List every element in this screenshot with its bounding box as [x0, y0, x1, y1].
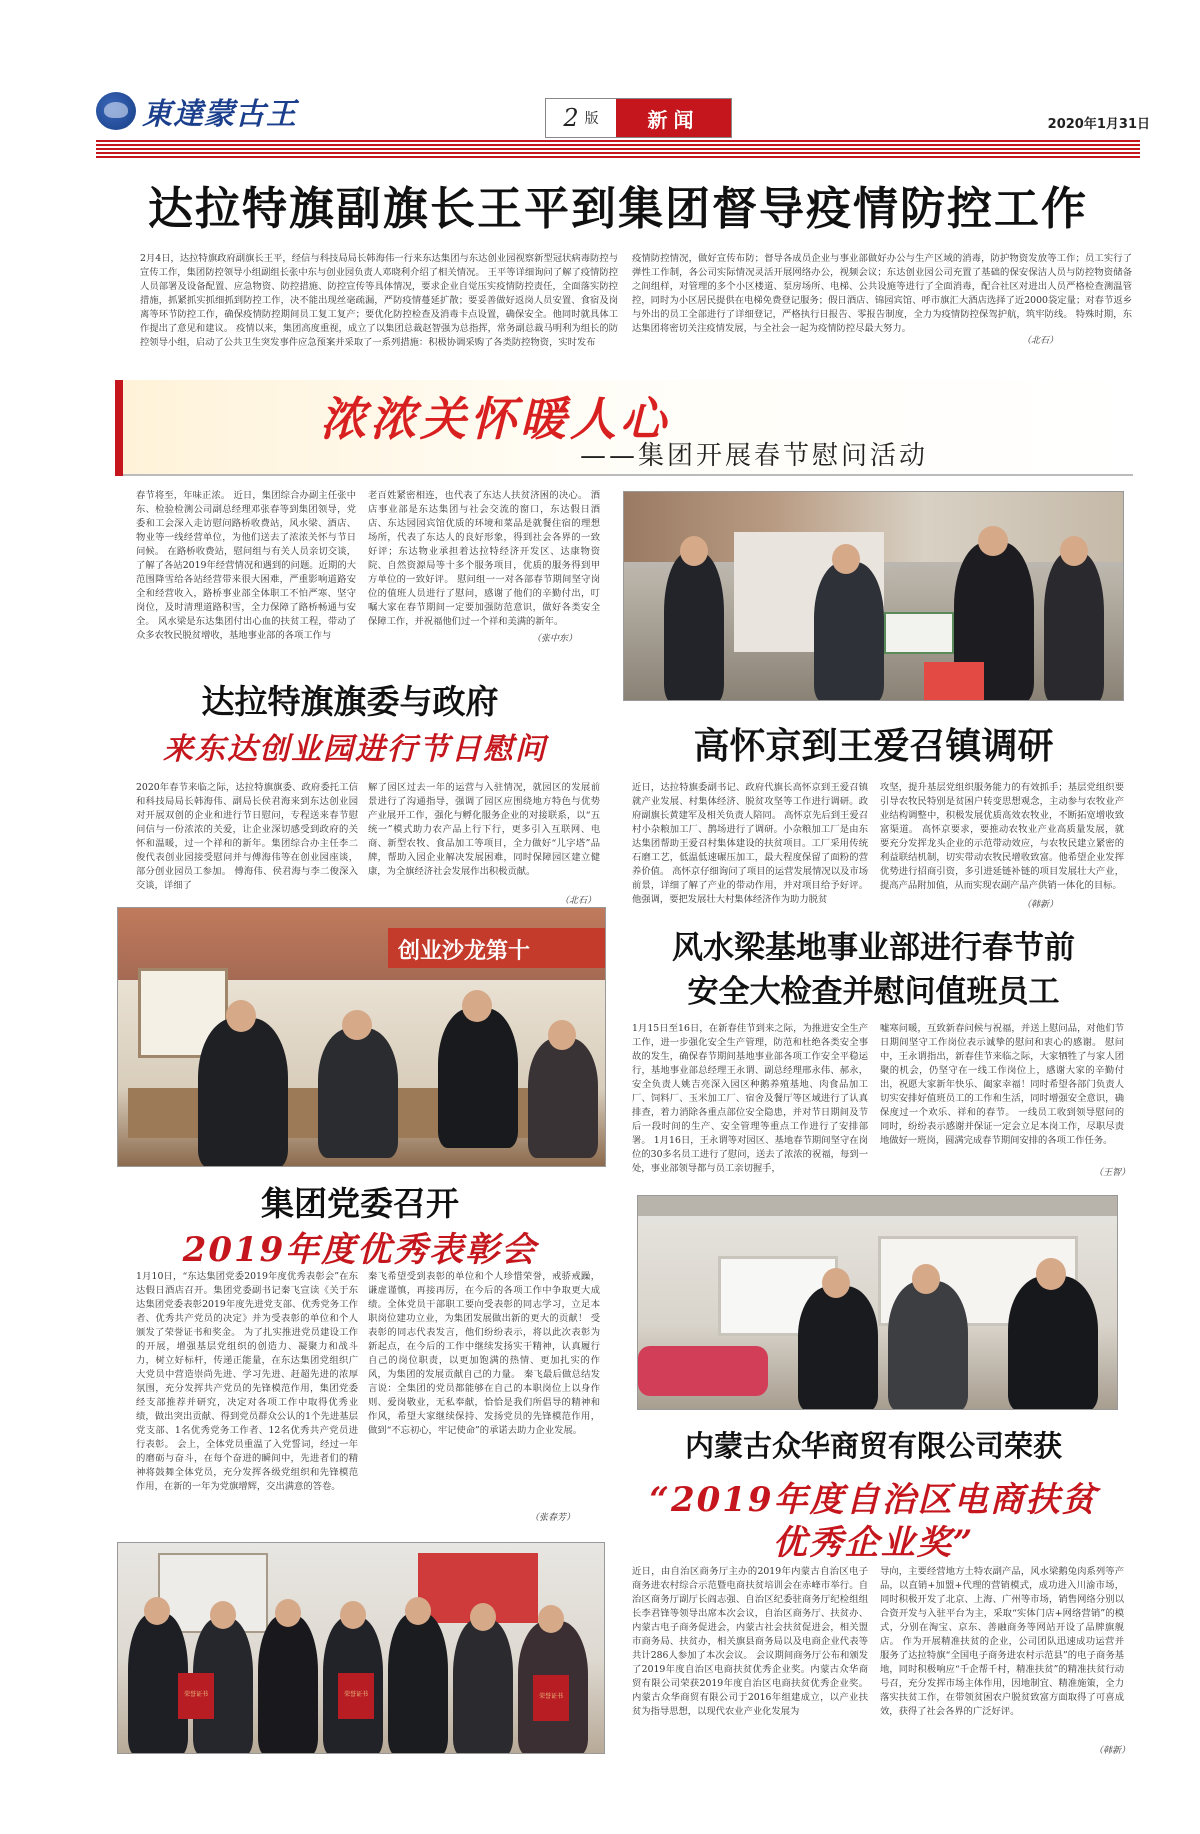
banner-title: 浓浓关怀暖人心 [320, 392, 670, 446]
article3-text-col2: 攻坚，提升基层党组织服务能力的有效抓手；基层党组织要引导农牧民特别是贫困户转变思想观念，主动参与农牧业产业结构调整中，积极发展优质高效农牧业，不断拓宽增收致富渠道。 高怀京要求，要推动农牧业产业高质量发展，就要充分发挥龙头企业的示范带动效应，与农牧民建立紧密的利益联结机制，切实带动农牧民增收致富。他希望企业发挥优势进行招商引资，多引进延链补链的项目发展壮大产业，提高产品附加值，从而实现农副产品产供销一体化的目标。 [880, 782, 1124, 891]
edition-unit: 版 [584, 111, 599, 127]
headline-article4-line2: 安全大检查并慰问值班员工 [687, 974, 1060, 1010]
photo-handshake-visit [637, 1195, 1118, 1410]
intro-text-col1: 春节将至，年味正浓。 近日，集团综合办副主任张中东、检验检测公司副总经理邓张春等到集团领导，党委和工会深入走访慰问路桥收费站，风水梁、酒店、物业等一线经营单位，为他们送去了浓浓关怀与节日问候。 在路桥收费站，慰问组与有关人员亲切交谈，了解了各站2019年经营情况和遇到的问题。近期的大范围降雪给各站经营带来很大困难，严重影响道路安全和经营收入，路桥事业部全体职工不怕严寒、坚守岗位，及时清理道路积雪，全力保障了路桥畅通与安全。 风水梁是东达集团付出心血的扶贫工程，带动了众多农牧民脱贫增收，基地事业部的各项工作与 [136, 490, 356, 641]
article6-text-col1: 近日，由自治区商务厅主办的2019年内蒙古自治区电子商务进农村综合示范暨电商扶贫培训会在赤峰市举行。自治区商务厅副厅长阎志强、自治区纪委驻商务厅纪检组组长李君锋等领导出席本次会议，自治区商务厅、扶贫办、内蒙古电子商务促进会，内蒙古社会扶贫促进会，相关盟市商务局、扶贫办，相关旗县商务局以及电商企业代表等共计286人参加了本次会议。 会议期间商务厅公布和颁发了2019年度自治区电商扶贫优秀企业奖。内蒙古众华商贸有限公司荣获2019年度自治区电商扶贫优秀企业奖。 内蒙古众华商贸有限公司于2016年组建成立，以产业扶贫为指导思想，以现代农业产业化发展为 [632, 1566, 868, 1717]
photo-honor-certificate [533, 1675, 569, 1721]
article2-text-col1: 2020年春节来临之际，达拉特旗旗委、政府委托工信和科技局局长韩海伟、副局长侯君海来到东达创业园对开展双创的企业和进行节日慰问，专程送来春节慰问信与一份浓浓的关爱，让企业深切感受到政府的关怀和温暖，过一个祥和的新年。集团综合办主任李二俊代表创业园接受慰问并与傅海伟等在创业园座谈，部分创业园员工参加。 傅海伟、侯君海与李二俊深入交谈，详细了 [136, 782, 358, 891]
banner-accent-bar [115, 380, 123, 476]
subheadline-article5: 2019年度优秀表彰会 [182, 1230, 538, 1270]
photo-salon-sign-text: 创业沙龙第十 [398, 939, 531, 964]
article4-text-col1: 1月15日至16日，在新春佳节到来之际，为推进安全生产工作，进一步强化安全生产管理，防范和杜绝各类安全事故的发生，确保春节期间基地事业部各项工作安全平稳运行，基地事业部总经理王永谓、副总经理邢永伟、郝永，安全负责人姚吉亮深入园区种鹅养殖基地、肉食品加工厂、饲料厂、玉米加工厂、宿舍及餐厅等区域进行了认真排查，着力消除各重点部位安全隐患，并对节日期间及节后一段时间的生产、安全管理等重点工作进行了安排部署。 1月16日，王永谓等对园区、基地春节期间坚守在岗位的30多名员工进行了慰问，送去了浓浓的祝福，每到一处，事业部领导都与员工亲切握手， [632, 1023, 868, 1174]
photo-salon-meeting [117, 907, 606, 1167]
article5-text-col2: 秦飞希望受到表彰的单位和个人珍惜荣誉，戒骄戒躁，谦虚谨慎，再接再厉，在今后的各项工作中争取更大成绩。全体党员干部职工要向受表彰的同志学习，立足本职岗位建功立业，为集团发展做出新的更大的贡献！ 受表彰的同志代表发言，他们纷纷表示，将以此次表彰为新起点，在今后的工作中继续发扬实干精神，认真履行自己的岗位职责，以更加饱满的热情、更加扎实的作风，为集团的发展贡献自己的力量。 秦飞最后做总结发言说：全集团的党员都能够在自己的本职岗位上以身作则、爱岗敬业，无私奉献，恰恰是我们所倡导的精神和作风，希望大家继续保持、发扬党员的先锋模范作用，做到“不忘初心，牢记使命”的承诺去助力企业发展。 [368, 1271, 600, 1436]
photo-person [318, 1028, 398, 1158]
newspaper-name: 東達蒙古王 [142, 97, 297, 132]
photo-person-head [210, 1601, 236, 1629]
header-rule [96, 140, 1140, 158]
article6-text-col2: 导向，主要经营地方土特农副产品，风水梁鹅兔肉系列等产品，以直销+加盟+代理的营销模式，成功进入川渝市场，同时积极开发了北京、上海、广州等市场，销售网络分别以合资开发与入驻平台为主，采取“实体门店+网络营销”的模式，分别在淘宝、京东、善融商务等网站开设了品牌旗舰店。 作为开展精准扶贫的企业，公司团队迅速成功运营并服务了达拉特旗“全国电子商务进农村示范县”的电子商务基地，同时积极响应“千企帮千村，精准扶贫”的精准扶贫行动号召，充分发挥市场主体作用，因地制宜、精准施策，全力落实扶贫工作，在带领贫困农户脱贫致富方面取得了可喜成效，获得了社会各界的广泛好评。 [880, 1566, 1124, 1717]
photo-person [798, 1286, 878, 1410]
subheadline-article6-line2: 优秀企业奖” [772, 1523, 975, 1563]
masthead-logo [96, 88, 297, 134]
photo-person-head [1036, 1258, 1066, 1290]
photo-person-head [340, 1601, 366, 1629]
photo-person-head [462, 990, 492, 1022]
photo-honor-certificate [178, 1673, 214, 1719]
article3-text-col1: 近日，达拉特旗委副书记、政府代旗长高怀京到王爱召镇就产业发展、村集体经济、脱贫攻坚等工作进行调研。政府副旗长黄建军及相关负责人陪同。 高怀京先后到王爱召村小杂粮加工厂、鹊场进行了调研。小杂粮加工厂是由东达集团帮助王爱召村集体建设的扶贫项目。工厂采用传统石磨工艺，低温低速碾压加工，最大程度保留了面粉的营养价值。 高怀京仔细询问了项目的运营发展情况以及市场前景，详细了解了产业的带动作用，并对项目给予好评。他强调，要把发展壮大村集体经济作为助力脱贫 [632, 782, 868, 905]
article4-byline: （王智） [1094, 1168, 1131, 1178]
banner-subtitle: ——集团开展春节慰问活动 [580, 441, 929, 471]
edition-number-box [546, 99, 616, 137]
intro-text-col2: 老百姓紧密相连，也代表了东达人扶贫济困的决心。 酒店事业部是东达集团与社会交流的窗口，东达假日酒店、东达园园宾馆优质的环境和菜品是就餐住宿的理想场所，代表了东达人的良好形象，得到社会各界的一致好评；东达物业承担着达拉特经济开发区、达康物资院、自然资源局等十多个服务项目，优质的服务得到甲方单位的一致好评。 慰问组一一对各部春节期间坚守岗位的值班人员进行了慰问，感谢了他们的辛勤付出，叮嘱大家在春节期间一定要加强防范意识，做好各类安全保障工作，并祝福他们过一个祥和美满的新年。 [368, 490, 600, 627]
photo-salon-sign [388, 928, 606, 968]
photo-person-head [912, 1264, 940, 1294]
intro-byline: （张中东） [532, 634, 578, 644]
section-name: 新闻 [616, 99, 731, 137]
article4-text-col2: 嘘寒问暖，互致新春问候与祝福，并送上慰问品，对他们节日期间坚守工作岗位表示诚挚的慰问和衷心的感谢。 慰问中，王永谓指出，新春佳节来临之际，大家牺牲了与家人团聚的机会，仍坚守在一线工作岗位上，感谢大家的辛勤付出，祝愿大家新年快乐、阖家幸福！同时希望各部门负责人切实安排好值班员工的工作和生活，同时增强安全意识，确保度过一个欢乐、祥和的春节。 一线员工收到领导慰问的同时，纷纷表示感谢并保证一定会立足本岗工作，尽职尽责地做好一班岗，圆满完成春节期间安排的各项工作任务。 [880, 1023, 1124, 1146]
photo-person [198, 1018, 288, 1167]
photo-person [438, 1008, 518, 1148]
photo-person-head [538, 1605, 564, 1633]
photo-honor-certificate-text: 荣誉证书 [538, 1693, 563, 1700]
photo-person [1008, 1276, 1098, 1410]
article2-text-col2: 解了园区过去一年的运营与入驻情况，就园区的发展前景进行了沟通指导，强调了园区应围绕地方特色与优势产业展开工作，强化与孵化服务企业的对接联系，以“五统一”模式助力农产品上行下行，更多引入互联网、电商、新型农牧、食品加工等项目，全力做好“儿字塔”品牌，帮助入园企业解决发展困难，同时保障园区建立健康，为全旗经济社会发展作出积极贡献。 [368, 782, 600, 877]
article2-byline: （北石） [560, 896, 597, 906]
photo-gift-pile [638, 1346, 768, 1396]
photo-person [1044, 552, 1104, 701]
headline-article1: 达拉特旗副旗长王平到集团督导疫情防控工作 [147, 182, 1088, 235]
photo-person-head [275, 1599, 301, 1627]
article1-text-right: 疫情防控情况，做好宣传布防；督导各成员企业与事业部做好办公与生产区域的消毒，防护物资发放等工作；员工实行了弹性工作制，各公司实际情况灵活开展网络办公，视频会议；东达创业园公司充置了基础的保安保洁人员与防控物资储备之间组样，对管理的多个小区楼道、泵房场所、电梯、公共设施等进行了全面消毒，配合社区对进出人员严格检查测温管控，同时为小区居民提供在电梯免费登记服务；假日酒店、锦园宾馆、呼市旗汇大酒店选择了近2000袋定量；对春节返乡与外出的员工全部进行了详细登记，严格执行日报告、零报告制度，全力为疫情防控保驾护航，筑牢防线。 特殊时期，东达集团将密切关注疫情发展，与全社会一起为疫情防控尽最大努力。 [632, 253, 1132, 334]
photo-honor-certificate-text: 荣誉证书 [183, 1691, 208, 1698]
photo-person-head [144, 1597, 170, 1625]
subheadline-article6-line1: “2019年度自治区电商扶贫 [649, 1480, 1098, 1520]
subheadline-article2: 来东达创业园进行节日慰问 [163, 732, 547, 767]
photo-award-group [117, 1542, 605, 1754]
photo-person [664, 552, 724, 701]
photo-ceiling [638, 1196, 1118, 1216]
photo-person-head [470, 1603, 496, 1631]
photo-person-head [680, 536, 708, 566]
photo-honor-certificate [338, 1673, 374, 1719]
photo-gift-bag [924, 662, 984, 700]
photo-person-head [978, 526, 1008, 556]
photo-honor-certificate-text: 荣誉证书 [343, 1691, 368, 1698]
article5-text-col1: 1月10日，“东达集团党委2019年度优秀表彰会”在东达假日酒店召开。集团党委副书记秦飞宣读《关于东达集团党委表彰2019年度先进党支部、优秀党务工作者、优秀共产党员的决定》并为受表彰的单位和个人颁发了荣誉证书和奖金。 为了扎实推进党员建设工作的开展，增强基层党组织的创造力、凝聚力和战斗力，树立好标杆，传递正能量，在东达集团党组织广大党员中营造崇尚先进、学习先进、赶超先进的浓厚氛围，充分发挥共产党员的先锋模范作用，集团党委经支部推荐并研究，决定对各项工作中取得优秀业绩，做出突出贡献、得到党员群众公认的1个先进基层党支部、1名优秀党务工作者、12名优秀共产党员进行表彰。 会上，全体党员重温了入党誓词，经过一年的磨砺与奋斗，在每个奋进的瞬间中，先进者们的精神将鼓舞全体党员，充分发挥各级党组织和先锋模范作用，在新的一年为党旗增辉，交出满意的答卷。 [136, 1271, 358, 1492]
headline-article6: 内蒙古众华商贸有限公司荣获 [684, 1429, 1062, 1463]
article3-byline: （韩新） [1022, 900, 1059, 910]
headline-article5: 集团党委召开 [261, 1184, 459, 1223]
headline-article4-line1: 风水梁基地事业部进行春节前 [672, 930, 1075, 966]
photo-person-head [1060, 536, 1088, 566]
article6-byline: （韩新） [1094, 1746, 1131, 1756]
edition-badge [545, 98, 732, 138]
article1-byline: （北石） [1022, 336, 1059, 346]
photo-person-head [548, 1020, 576, 1050]
photo-person [388, 1613, 448, 1754]
photo-person [888, 1281, 968, 1410]
photo-person [814, 562, 884, 701]
edition-number: 2 [563, 104, 579, 132]
headline-article3: 高怀京到王爱召镇调研 [693, 726, 1054, 767]
photo-person [258, 1615, 318, 1754]
issue-date: 2020年1月31日 [1047, 117, 1150, 132]
article1-text-left: 2月4日，达拉特旗政府副旗长王平，经信与科技局局长韩海伟一行来东达集团与东达创业园视察新型冠状病毒防控与宣传工作，集团防控领导小组副组长张中东与创业园负责人邓晓利介绍了相关情况。 王平等详细询问了解了疫情防控人员部署及设备配置、应急物资、防控措施、防控宣传等具体情况，要求企业自觉压实疫情防控责任，全面落实防控措施，抓紧抓实抓细抓到防控工作，决不能出现丝毫疏漏，严防疫情蔓延扩散；要妥善做好返岗人员安置、食宿及岗离等环节防控工作，确保疫情防控期间员工复工复产；要优化防控检查及消毒卡点设置，确保安全。他同时就具体工作提出了意见和建议。 疫情以来，集团高度重视，成立了以集团总裁赵智强为总指挥，常务副总裁马明利为组长的防控领导小组，启动了公共卫生突发事件应急预案并采取了一系列措施：积极协调采购了各类防控物资，实时发布 [140, 253, 618, 348]
photo-person-head [405, 1597, 431, 1625]
photo-person [528, 1038, 598, 1158]
photo-person-head [342, 1010, 372, 1040]
photo-gift-box [884, 612, 954, 654]
headline-article2: 达拉特旗旗委与政府 [201, 682, 499, 721]
photo-person-head [226, 1000, 256, 1032]
article5-byline: （张春芳） [530, 1513, 576, 1523]
logo-emblem-icon [96, 92, 136, 130]
photo-person [453, 1619, 513, 1754]
photo-person-head [832, 544, 860, 574]
photo-delivery-gifts [623, 491, 1124, 701]
photo-person-head [822, 1268, 850, 1298]
